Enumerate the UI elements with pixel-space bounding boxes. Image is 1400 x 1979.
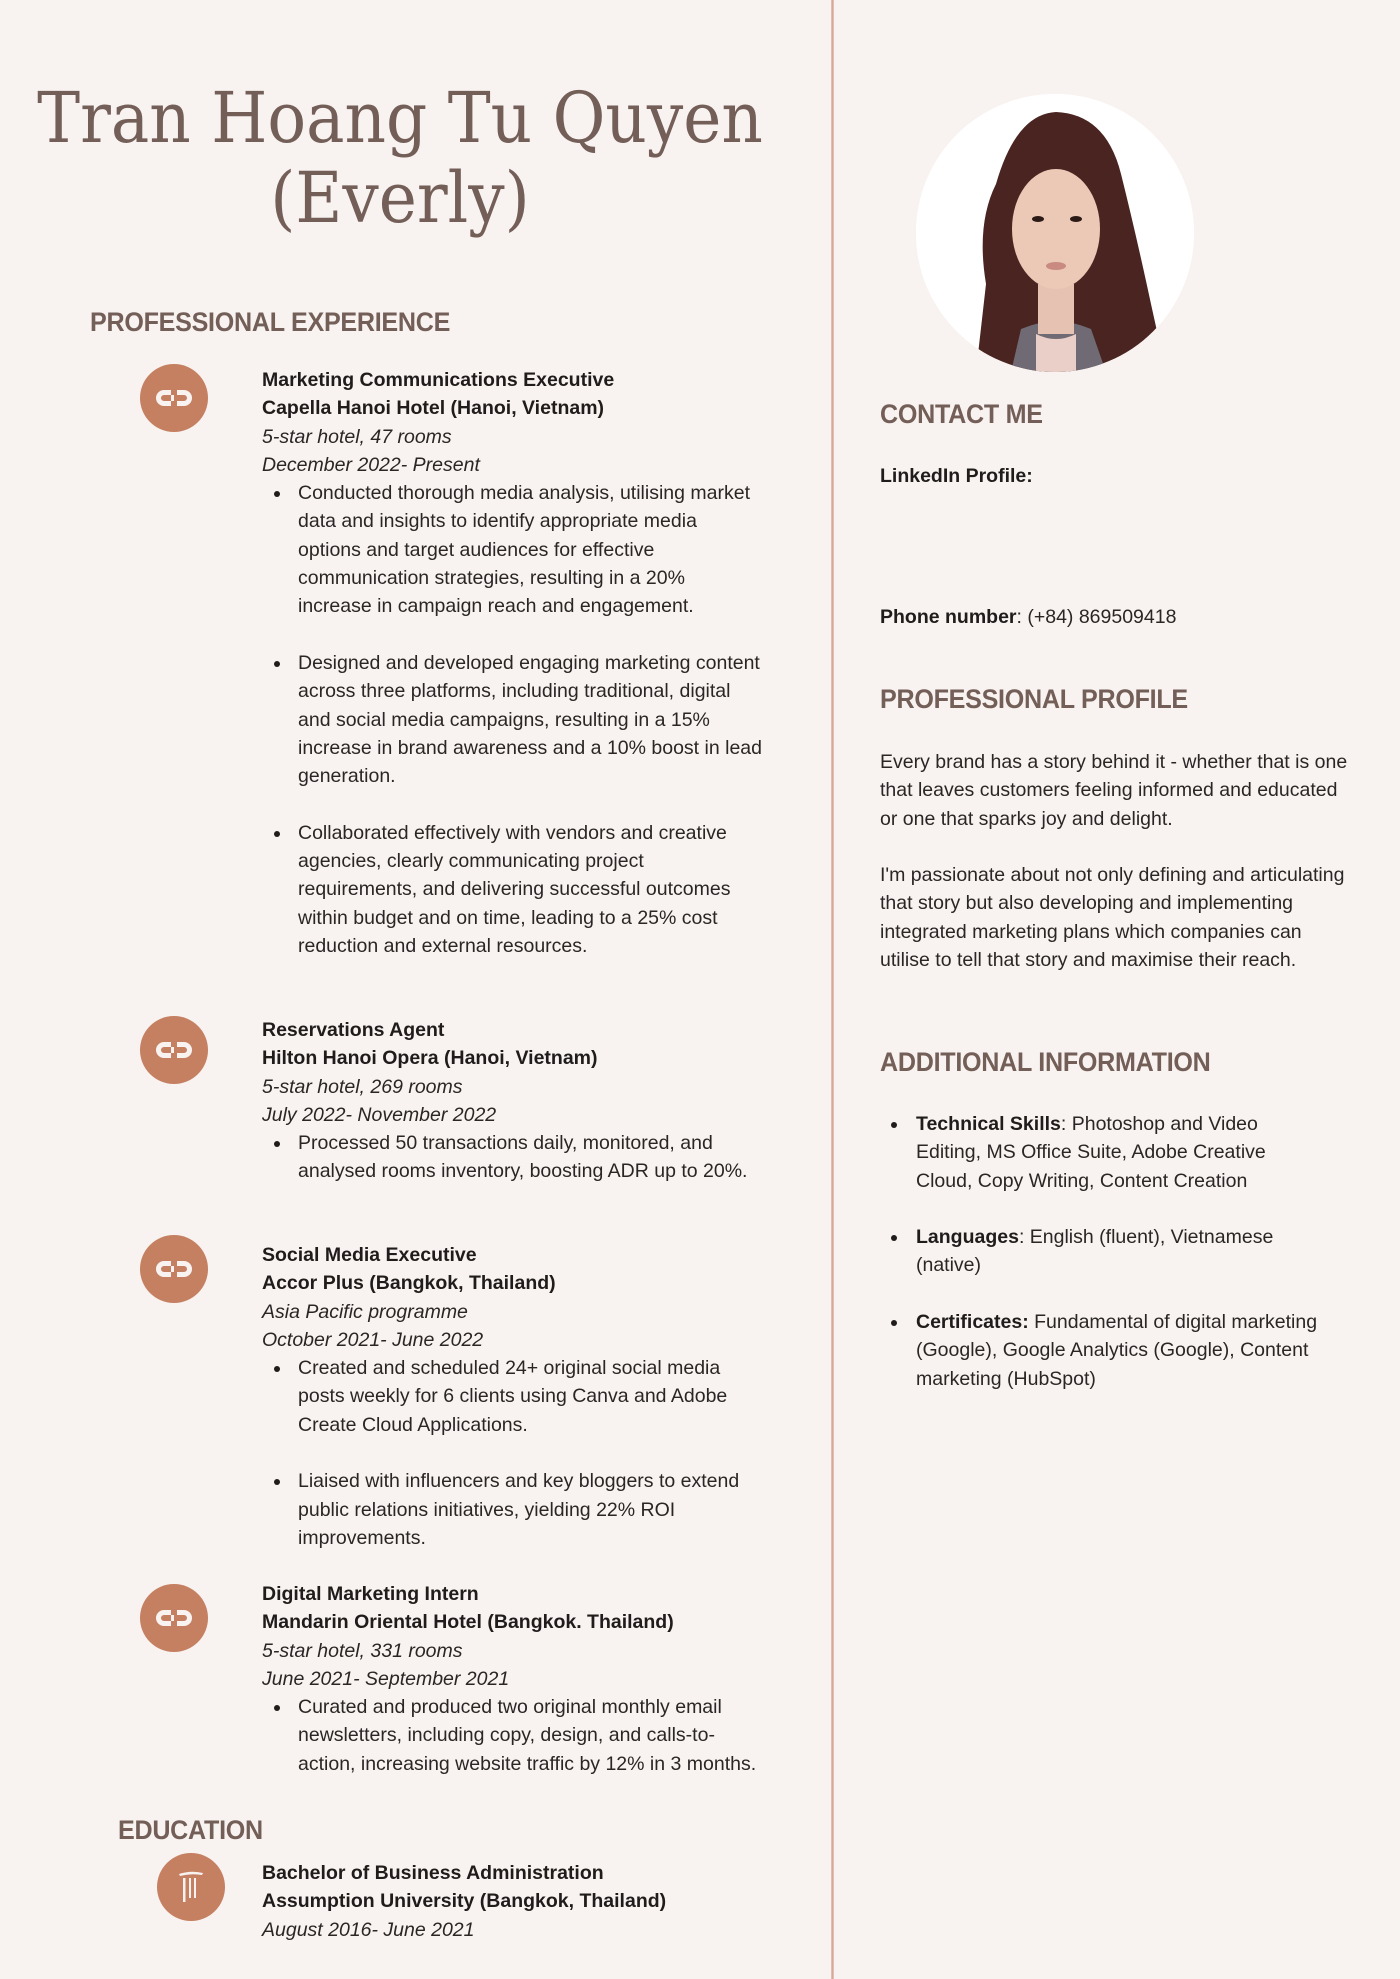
job-entry [262, 366, 762, 960]
link-icon [140, 1016, 208, 1084]
job-org: Capella Hanoi Hotel (Hanoi, Vietnam) [262, 397, 605, 420]
job-dates: December 2022- Present [262, 453, 480, 476]
info-sep: : [1060, 1113, 1072, 1135]
job-org: Mandarin Oriental Hotel (Bangkok. Thailand) [262, 1611, 674, 1634]
linkedin-row [880, 462, 1350, 490]
name-line-1: Tran Hoang Tu Quyen [37, 77, 763, 159]
info-item-technical-skills [880, 1110, 1320, 1195]
education-school: Assumption University (Bangkok, Thailand) [262, 1890, 667, 1913]
info-label: Languages [916, 1226, 1019, 1249]
job-detail: Asia Pacific programme [262, 1300, 468, 1323]
job-bullets [262, 1354, 762, 1552]
phone-row [880, 603, 1350, 631]
column-divider [831, 0, 834, 1979]
phone-label: Phone number [880, 606, 1017, 628]
job-bullet: Designed and developed engaging marketing content across three platforms, including traditional, digital and social media campaigns, resulting in a 15% increase in brand awareness and a 10% boost in lead generation. [262, 649, 762, 790]
additional-list [880, 1110, 1320, 1393]
job-bullet: Liaised with influencers and key bloggers to extend public relations initiatives, yielding 22% ROI improvements. [262, 1467, 762, 1552]
info-label: Certificates: [916, 1311, 1029, 1334]
job-bullet: Collaborated effectively with vendors and creative agencies, clearly communicating project requirements, and delivering successful outcomes within budget and on time, leading to a 25% cost reduction and external resources. [262, 819, 762, 960]
info-item-certificates [880, 1308, 1320, 1393]
info-text: Fundamental of digital marketing (Google), Google Analytics (Google), Content marketing (HubSpot) [916, 1311, 1318, 1390]
linkedin-label: LinkedIn Profile: [880, 465, 1033, 487]
education-entry [262, 1859, 822, 1944]
experience-heading: PROFESSIONAL EXPERIENCE [90, 307, 451, 337]
additional-heading: ADDITIONAL INFORMATION [880, 1047, 1211, 1077]
job-org: Hilton Hanoi Opera (Hanoi, Vietnam) [262, 1047, 598, 1070]
job-dates: July 2022- November 2022 [262, 1103, 497, 1126]
job-bullets [262, 479, 762, 960]
job-detail: 5-star hotel, 331 rooms [262, 1639, 463, 1662]
info-item-languages [880, 1223, 1320, 1280]
education-dates: August 2016- June 2021 [262, 1918, 475, 1941]
job-dates: June 2021- September 2021 [262, 1667, 510, 1690]
contact-heading: CONTACT ME [880, 399, 1043, 429]
job-bullets [262, 1129, 762, 1186]
job-entry [262, 1241, 762, 1552]
job-bullets [262, 1693, 762, 1778]
job-role: Social Media Executive [262, 1244, 477, 1266]
job-bullet: Processed 50 transactions daily, monitored, and analysed rooms inventory, boosting ADR up to 20%. [262, 1129, 762, 1186]
job-bullet: Curated and produced two original monthly email newsletters, including copy, design, and calls-to-action, increasing website traffic by 12% in 3 months. [262, 1693, 762, 1778]
job-bullet: Created and scheduled 24+ original social media posts weekly for 6 clients using Canva and Adobe Create Cloud Applications. [262, 1354, 762, 1439]
profile-photo [916, 94, 1194, 372]
job-org: Accor Plus (Bangkok, Thailand) [262, 1272, 556, 1295]
profile-paragraph: I'm passionate about not only defining and articulating that story but also developing and implementing integrated marketing plans which companies can utilise to tell that story and maximise their reach. [880, 864, 1345, 972]
candidate-name [32, 78, 768, 238]
job-bullet: Conducted thorough media analysis, utilising market data and insights to identify appropriate media options and target audiences for effective communication strategies, resulting in a 20% increase in campaign reach and engagement. [262, 479, 762, 620]
job-role: Reservations Agent [262, 1019, 445, 1041]
link-icon [140, 1235, 208, 1303]
additional-info [880, 1110, 1320, 1393]
job-entry [262, 1580, 762, 1778]
job-detail: 5-star hotel, 269 rooms [262, 1075, 463, 1098]
column-pillar-icon [157, 1853, 225, 1921]
job-dates: October 2021- June 2022 [262, 1328, 484, 1351]
education-heading: EDUCATION [118, 1815, 263, 1845]
profile-paragraph: Every brand has a story behind it - whether that is one that leaves customers feeling informed and educated or one that sparks joy and delight. [880, 751, 1348, 830]
info-sep: : [1018, 1226, 1030, 1249]
link-icon [140, 1584, 208, 1652]
info-text: English (fluent), Vietnamese (native) [916, 1226, 1274, 1277]
profile-text [880, 748, 1350, 974]
name-line-2: (Everly) [270, 157, 530, 239]
link-icon [140, 364, 208, 432]
profile-heading: PROFESSIONAL PROFILE [880, 684, 1188, 714]
info-label: Technical Skills [916, 1113, 1061, 1135]
job-role: Marketing Communications Executive [262, 369, 615, 391]
job-entry [262, 1016, 762, 1186]
job-detail: 5-star hotel, 47 rooms [262, 425, 452, 448]
phone-value: : (+84) 869509418 [1016, 606, 1177, 628]
education-degree: Bachelor of Business Administration [262, 1862, 604, 1884]
job-role: Digital Marketing Intern [262, 1583, 479, 1605]
info-text: Photoshop and Video Editing, MS Office Suite, Adobe Creative Cloud, Copy Writing, Content Creation [916, 1113, 1266, 1192]
